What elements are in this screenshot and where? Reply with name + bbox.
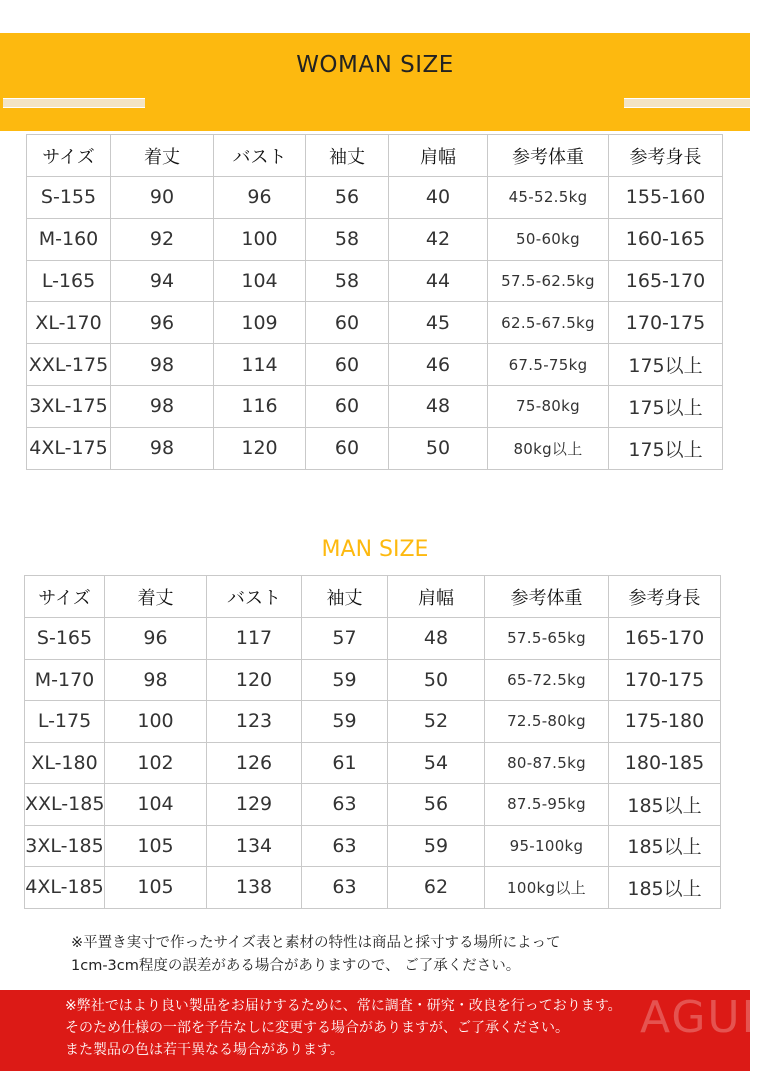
table-row xyxy=(25,618,721,660)
table-cell: 80-87.5kg xyxy=(485,742,609,784)
header-size: サイズ xyxy=(25,576,105,618)
table-cell: 65-72.5kg xyxy=(485,659,609,701)
table-cell: 59 xyxy=(302,701,388,743)
table-cell: 58 xyxy=(306,260,389,302)
table-row xyxy=(27,218,723,260)
man-size-table xyxy=(24,575,721,909)
table-cell: 50-60kg xyxy=(488,218,609,260)
table-cell: 123 xyxy=(207,701,302,743)
woman-size-title: WOMAN SIZE xyxy=(296,52,454,78)
table-cell: L-175 xyxy=(25,701,105,743)
header-shoulder: 肩幅 xyxy=(389,135,488,177)
table-cell: XXL-175 xyxy=(27,344,111,386)
header-bust: バスト xyxy=(214,135,306,177)
table-cell: 60 xyxy=(306,427,389,469)
table-cell: 105 xyxy=(105,867,207,909)
table-row xyxy=(25,784,721,826)
table-cell: 80kg以上 xyxy=(488,427,609,469)
table-cell: 175以上 xyxy=(609,344,723,386)
table-cell: 62 xyxy=(388,867,485,909)
table-cell: 102 xyxy=(105,742,207,784)
table-row xyxy=(25,825,721,867)
decorative-stripe-left xyxy=(3,98,145,108)
table-cell: 44 xyxy=(389,260,488,302)
table-cell: 175以上 xyxy=(609,427,723,469)
table-cell: 120 xyxy=(207,659,302,701)
table-cell: 42 xyxy=(389,218,488,260)
table-header-row xyxy=(25,576,721,618)
header-weight: 参考体重 xyxy=(485,576,609,618)
table-cell: 175-180 xyxy=(609,701,721,743)
table-row xyxy=(27,177,723,219)
table-cell: 185以上 xyxy=(609,784,721,826)
table-cell: 104 xyxy=(214,260,306,302)
header-length: 着丈 xyxy=(105,576,207,618)
table-cell: 100kg以上 xyxy=(485,867,609,909)
notice-line: ※弊社ではより良い製品をお届けするために、常に調査・研究・改良を行っております。 xyxy=(65,998,622,1014)
table-cell: 134 xyxy=(207,825,302,867)
table-cell: 52 xyxy=(388,701,485,743)
table-row xyxy=(25,867,721,909)
table-cell: 63 xyxy=(302,784,388,826)
table-cell: 104 xyxy=(105,784,207,826)
table-cell: S-165 xyxy=(25,618,105,660)
table-cell: 54 xyxy=(388,742,485,784)
table-cell: 61 xyxy=(302,742,388,784)
table-cell: M-170 xyxy=(25,659,105,701)
table-cell: 60 xyxy=(306,302,389,344)
table-cell: 120 xyxy=(214,427,306,469)
table-cell: 92 xyxy=(111,218,214,260)
table-cell: 96 xyxy=(111,302,214,344)
table-cell: 46 xyxy=(389,344,488,386)
table-row xyxy=(25,659,721,701)
table-cell: 50 xyxy=(388,659,485,701)
table-cell: 95-100kg xyxy=(485,825,609,867)
table-row xyxy=(25,701,721,743)
table-cell: 3XL-175 xyxy=(27,385,111,427)
notice-text xyxy=(65,995,745,1061)
table-cell: 57.5-62.5kg xyxy=(488,260,609,302)
table-cell: 160-165 xyxy=(609,218,723,260)
header-length: 着丈 xyxy=(111,135,214,177)
table-cell: 4XL-185 xyxy=(25,867,105,909)
table-cell: 109 xyxy=(214,302,306,344)
table-row xyxy=(27,302,723,344)
table-cell: 98 xyxy=(111,385,214,427)
table-cell: XL-170 xyxy=(27,302,111,344)
man-size-title: MAN SIZE xyxy=(321,537,429,562)
table-cell: 57.5-65kg xyxy=(485,618,609,660)
table-cell: 129 xyxy=(207,784,302,826)
table-cell: 138 xyxy=(207,867,302,909)
table-cell: 48 xyxy=(389,385,488,427)
table-cell: 67.5-75kg xyxy=(488,344,609,386)
table-cell: 126 xyxy=(207,742,302,784)
table-cell: 75-80kg xyxy=(488,385,609,427)
table-cell: 62.5-67.5kg xyxy=(488,302,609,344)
notice-line: また製品の色は若干異なる場合があります。 xyxy=(65,1042,344,1058)
table-cell: XL-180 xyxy=(25,742,105,784)
table-cell: 60 xyxy=(306,344,389,386)
table-cell: 59 xyxy=(302,659,388,701)
table-cell: 100 xyxy=(214,218,306,260)
table-cell: S-155 xyxy=(27,177,111,219)
woman-size-table xyxy=(26,134,723,470)
table-cell: 175以上 xyxy=(609,385,723,427)
table-cell: 4XL-175 xyxy=(27,427,111,469)
header-bust: バスト xyxy=(207,576,302,618)
table-cell: 185以上 xyxy=(609,867,721,909)
table-cell: 114 xyxy=(214,344,306,386)
header-shoulder: 肩幅 xyxy=(388,576,485,618)
table-cell: 100 xyxy=(105,701,207,743)
measurement-note xyxy=(71,932,711,978)
table-cell: 63 xyxy=(302,825,388,867)
table-cell: 40 xyxy=(389,177,488,219)
table-cell: 105 xyxy=(105,825,207,867)
header-banner xyxy=(0,33,750,131)
table-cell: 165-170 xyxy=(609,618,721,660)
header-sleeve: 袖丈 xyxy=(302,576,388,618)
table-row xyxy=(25,742,721,784)
header-weight: 参考体重 xyxy=(488,135,609,177)
header-size: サイズ xyxy=(27,135,111,177)
table-cell: 116 xyxy=(214,385,306,427)
table-row xyxy=(27,385,723,427)
table-cell: 48 xyxy=(388,618,485,660)
table-cell: 60 xyxy=(306,385,389,427)
table-cell: 96 xyxy=(105,618,207,660)
table-cell: 180-185 xyxy=(609,742,721,784)
table-cell: 98 xyxy=(105,659,207,701)
table-cell: 56 xyxy=(306,177,389,219)
table-cell: 45-52.5kg xyxy=(488,177,609,219)
table-header-row xyxy=(27,135,723,177)
table-cell: 94 xyxy=(111,260,214,302)
note-line: 1cm-3cm程度の誤差がある場合がありますので、 ご了承ください。 xyxy=(71,958,521,974)
table-cell: 58 xyxy=(306,218,389,260)
table-cell: 63 xyxy=(302,867,388,909)
table-cell: M-160 xyxy=(27,218,111,260)
table-cell: 3XL-185 xyxy=(25,825,105,867)
table-cell: 56 xyxy=(388,784,485,826)
table-cell: 50 xyxy=(389,427,488,469)
table-cell: 117 xyxy=(207,618,302,660)
brand-watermark: AGUR xyxy=(640,992,774,1043)
table-cell: L-165 xyxy=(27,260,111,302)
table-row xyxy=(27,260,723,302)
table-cell: 57 xyxy=(302,618,388,660)
table-row xyxy=(27,427,723,469)
table-cell: XXL-185 xyxy=(25,784,105,826)
table-cell: 170-175 xyxy=(609,302,723,344)
table-cell: 155-160 xyxy=(609,177,723,219)
table-cell: 59 xyxy=(388,825,485,867)
header-height: 参考身長 xyxy=(609,135,723,177)
table-row xyxy=(27,344,723,386)
table-cell: 185以上 xyxy=(609,825,721,867)
table-cell: 90 xyxy=(111,177,214,219)
table-cell: 72.5-80kg xyxy=(485,701,609,743)
table-cell: 87.5-95kg xyxy=(485,784,609,826)
table-cell: 45 xyxy=(389,302,488,344)
table-cell: 98 xyxy=(111,427,214,469)
header-sleeve: 袖丈 xyxy=(306,135,389,177)
decorative-stripe-right xyxy=(624,98,750,108)
table-cell: 165-170 xyxy=(609,260,723,302)
header-height: 参考身長 xyxy=(609,576,721,618)
table-cell: 170-175 xyxy=(609,659,721,701)
note-line: ※平置き実寸で作ったサイズ表と素材の特性は商品と採寸する場所によって xyxy=(71,935,561,951)
table-cell: 98 xyxy=(111,344,214,386)
notice-line: そのため仕様の一部を予告なしに変更する場合がありますが、ご了承ください。 xyxy=(65,1020,569,1036)
table-cell: 96 xyxy=(214,177,306,219)
